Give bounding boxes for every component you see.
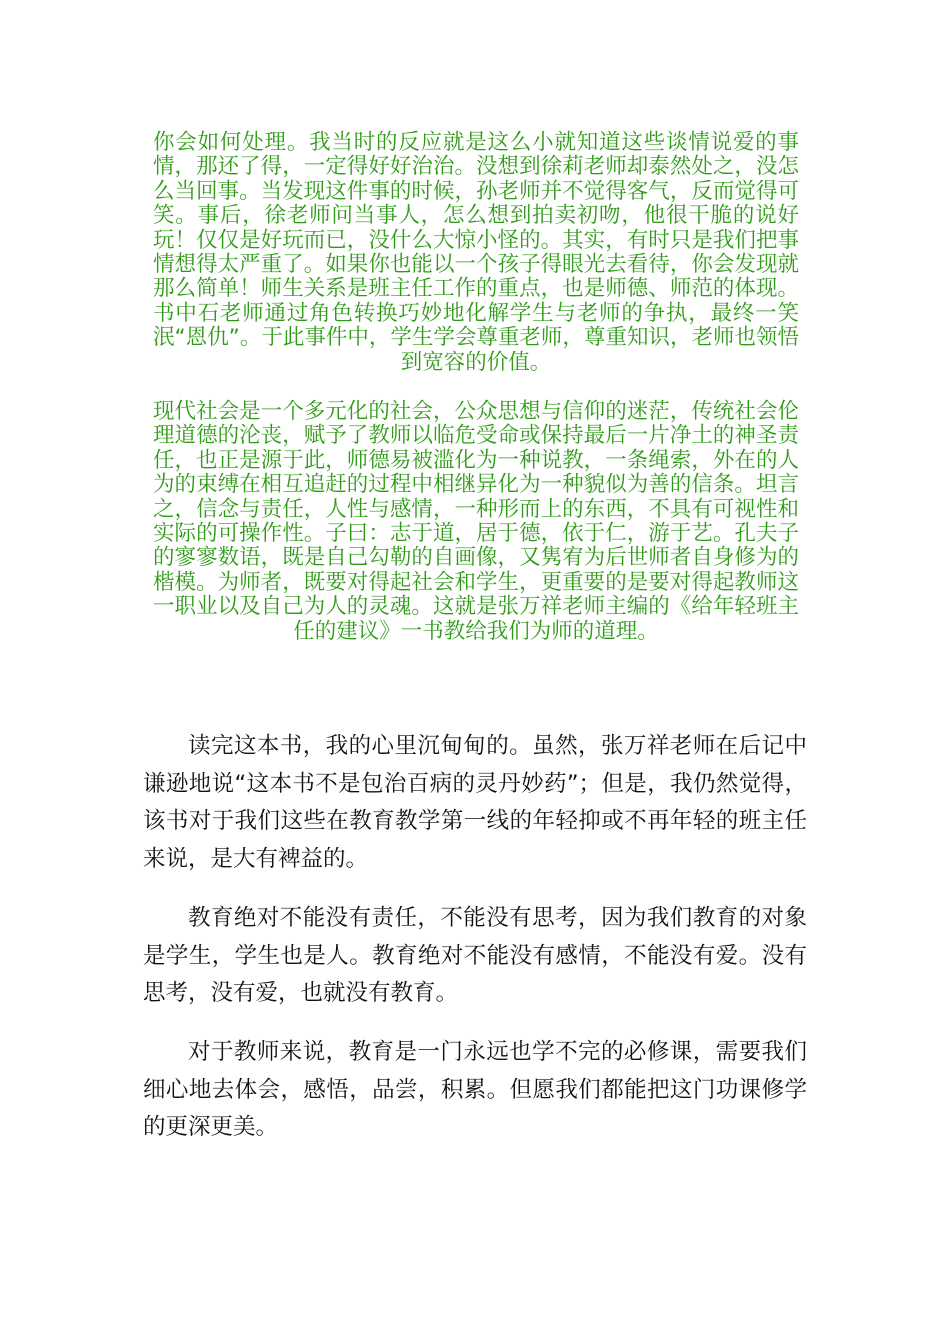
paragraph-after-reading: 读完这本书，我的心里沉甸甸的。虽然，张万祥老师在后记中谦逊地说“这本书不是包治百病的灵丹妙药”；但是，我仍然觉得，该书对于我们这些在教育教学第一线的年轻抑或不再年轻的班主任来说，是大有裨益的。 — [143, 733, 807, 872]
paragraph-lifelong-course: 对于教师来说，教育是一门永远也学不完的必修课，需要我们细心地去体会，感悟，品尝，积累。但愿我们都能把这门功课修学的更深更美。 — [143, 1039, 807, 1140]
paragraph-education-responsibility: 教育绝对不能没有责任，不能没有思考，因为我们教育的对象是学生，学生也是人。教育绝对不能没有感情，不能没有爱。没有思考，没有爱，也就没有教育。 — [143, 905, 807, 1006]
green-paragraph-teacher-ethics: 现代社会是一个多元化的社会，公众思想与信仰的迷茫，传统社会伦理道德的沦丧，赋予了教师以临危受命或保持最后一片净土的神圣责任，也正是源于此，师德易被滥化为一种说教，一条绳索，外在的人为的束缚在相互追赶的过程中相继异化为一种貌似为善的信条。坦言之，信念与责任，人性与感情，一种形而上的东西，不具有可视性和实际的可操作性。子曰：志于道，居于德，依于仁，游于艺。孔夫子的寥寥数语，既是自己勾勒的自画像，又隽宥为后世师者自身修为的楷模。为师者，既要对得起社会和学生，更重要的是要对得起教师这一职业以及自己为人的灵魂。这就是张万祥老师主编的《给年轻班主任的建议》一书教给我们为师的道理。 — [153, 399, 799, 644]
green-paragraph-teacher-student: 你会如何处理。我当时的反应就是这么小就知道这些谈情说爱的事情，那还了得，一定得好好治治。没想到徐莉老师却泰然处之，没怎么当回事。当发现这件事的时候，孙老师并不觉得客气，反而觉得可笑。事后，徐老师问当事人，怎么想到拍卖初吻，他很干脆的说好玩！仅仅是好玩而已，没什么大惊小怪的。其实，有时只是我们把事情想得太严重了。如果你也能以一个孩子得眼光去看待，你会发现就那么简单！师生关系是班主任工作的重点，也是师德、师范的体现。书中石老师通过角色转换巧妙地化解学生与老师的争执，最终一笑泯“恩仇”。于此事件中，学生学会尊重老师，尊重知识，老师也领悟到宽容的价值。 — [153, 130, 799, 375]
